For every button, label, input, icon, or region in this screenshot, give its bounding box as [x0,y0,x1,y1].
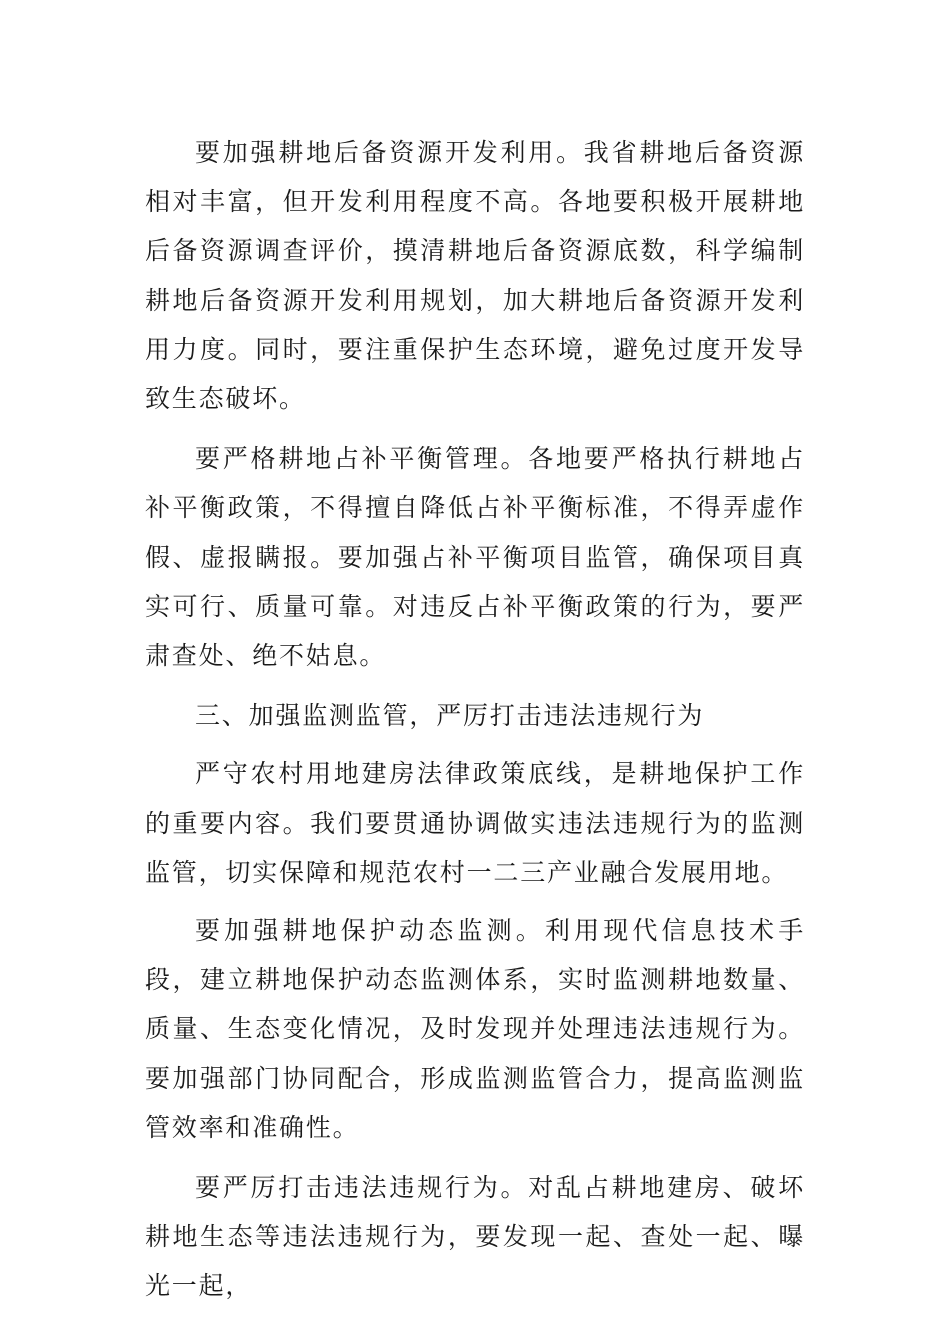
paragraph-farmland-reserve: 要加强耕地后备资源开发利用。我省耕地后备资源相对丰富，但开发利用程度不高。各地要积极开展耕地后备资源调查评价，摸清耕地后备资源底数，科学编制耕地后备资源开发利用规划，加大耕地后备资源开发利用力度。同时，要注重保护生态环境，避免过度开发导致生态破坏。 [145,138,805,414]
paragraph-rural-land-policy: 严守农村用地建房法律政策底线，是耕地保护工作的重要内容。我们要贯通协调做实违法违规行为的监测监管，切实保障和规范农村一二三产业融合发展用地。 [145,759,805,887]
paragraph-crackdown: 要严厉打击违法违规行为。对乱占耕地建房、破坏耕地生态等违法违规行为，要发现一起、查处一起、曝光一起， [145,1173,805,1301]
paragraph-dynamic-monitoring: 要加强耕地保护动态监测。利用现代信息技术手段，建立耕地保护动态监测体系，实时监测耕地数量、质量、生态变化情况，及时发现并处理违法违规行为。要加强部门协同配合，形成监测监管合力，提高监测监管效率和准确性。 [145,916,805,1142]
document-body [145,128,805,1311]
paragraph-occupation-balance: 要严格耕地占补平衡管理。各地要严格执行耕地占补平衡政策，不得擅自降低占补平衡标准，不得弄虚作假、虚报瞒报。要加强占补平衡项目监管，确保项目真实可行、质量可靠。对违反占补平衡政策的行为，要严肃查处、绝不姑息。 [145,444,805,671]
section-heading-monitoring: 三、加强监测监管，严厉打击违法违规行为 [195,701,705,731]
